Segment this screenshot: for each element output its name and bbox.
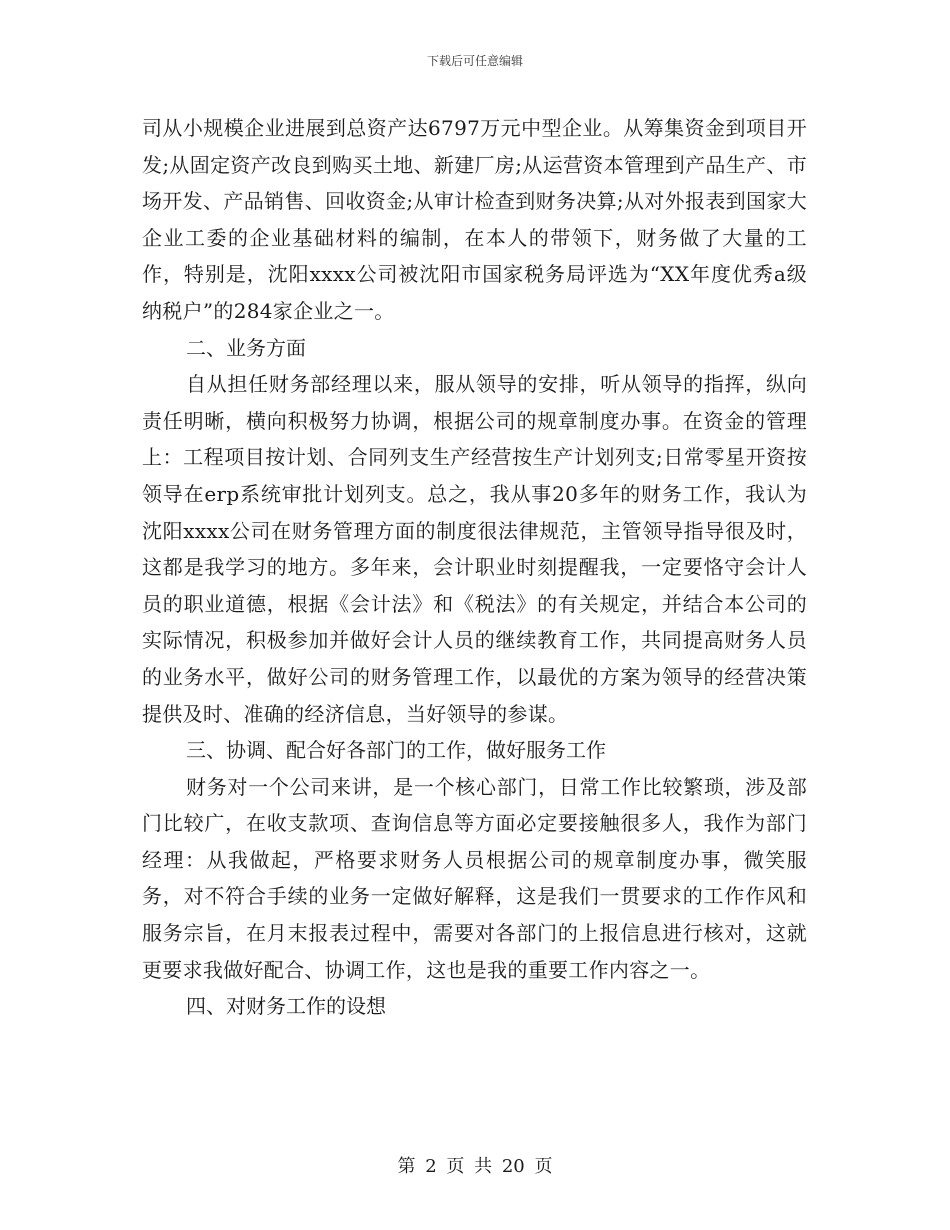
page-header: 下载后可任意编辑 — [426, 54, 523, 68]
paragraph-coordination: 财务对一个公司来讲，是一个核心部门，日常工作比较繁琐，涉及部门比较广，在收支款项、查询信息等方面必定要接触很多人，我作为部门经理：从我做起，严格要求财务人员根据公司的规章制度办事，微笑服务，对不符合手续的业务一定做好解释，这是我们一贯要求的工作作风和服务宗旨，在月末报表过程中，需要对各部门的上报信息进行核对，这就更要求我做好配合、协调工作，这也是我的重要工作内容之一。 — [142, 774, 807, 982]
section-heading-business: 二、业务方面 — [186, 335, 306, 360]
section-heading-plans: 四、对财务工作的设想 — [186, 994, 386, 1019]
document-body — [142, 110, 807, 1025]
paragraph-business: 自从担任财务部经理以来，服从领导的安排，听从领导的指挥，纵向责任明晰，横向积极努力协调，根据公司的规章制度办事。在资金的管理上：工程项目按计划、合同列支生产经营按生产计划列支;日常零星开资按领导在erp系统审批计划列支。总之，我从事20多年的财务工作，我认为沈阳xxxx公司在财务管理方面的制度很法律规范，主管领导指导很及时，这都是我学习的地方。多年来，会计职业时刻提醒我，一定要恪守会计人员的职业道德，根据《会计法》和《税法》的有关规定，并结合本公司的实际情况，积极参加并做好会计人员的继续教育工作，共同提高财务人员的业务水平，做好公司的财务管理工作，以最优的方案为领导的经营决策提供及时、准确的经济信息，当好领导的参谋。 — [142, 372, 807, 726]
section-heading-coordination: 三、协调、配合好各部门的工作，做好服务工作 — [186, 738, 606, 763]
page-number: 第 2 页 共 20 页 — [397, 1156, 553, 1177]
paragraph-company-growth: 司从小规模企业进展到总资产达6797万元中型企业。从筹集资金到项目开发;从固定资产改良到购买土地、新建厂房;从运营资本管理到产品生产、市场开发、产品销售、回收资金;从审计检查到财务决算;从对外报表到国家大企业工委的企业基础材料的编制，在本人的带领下，财务做了大量的工作，特别是，沈阳xxxx公司被沈阳市国家税务局评选为“XX年度优秀a级纳税户”的284家企业之一。 — [142, 116, 807, 323]
